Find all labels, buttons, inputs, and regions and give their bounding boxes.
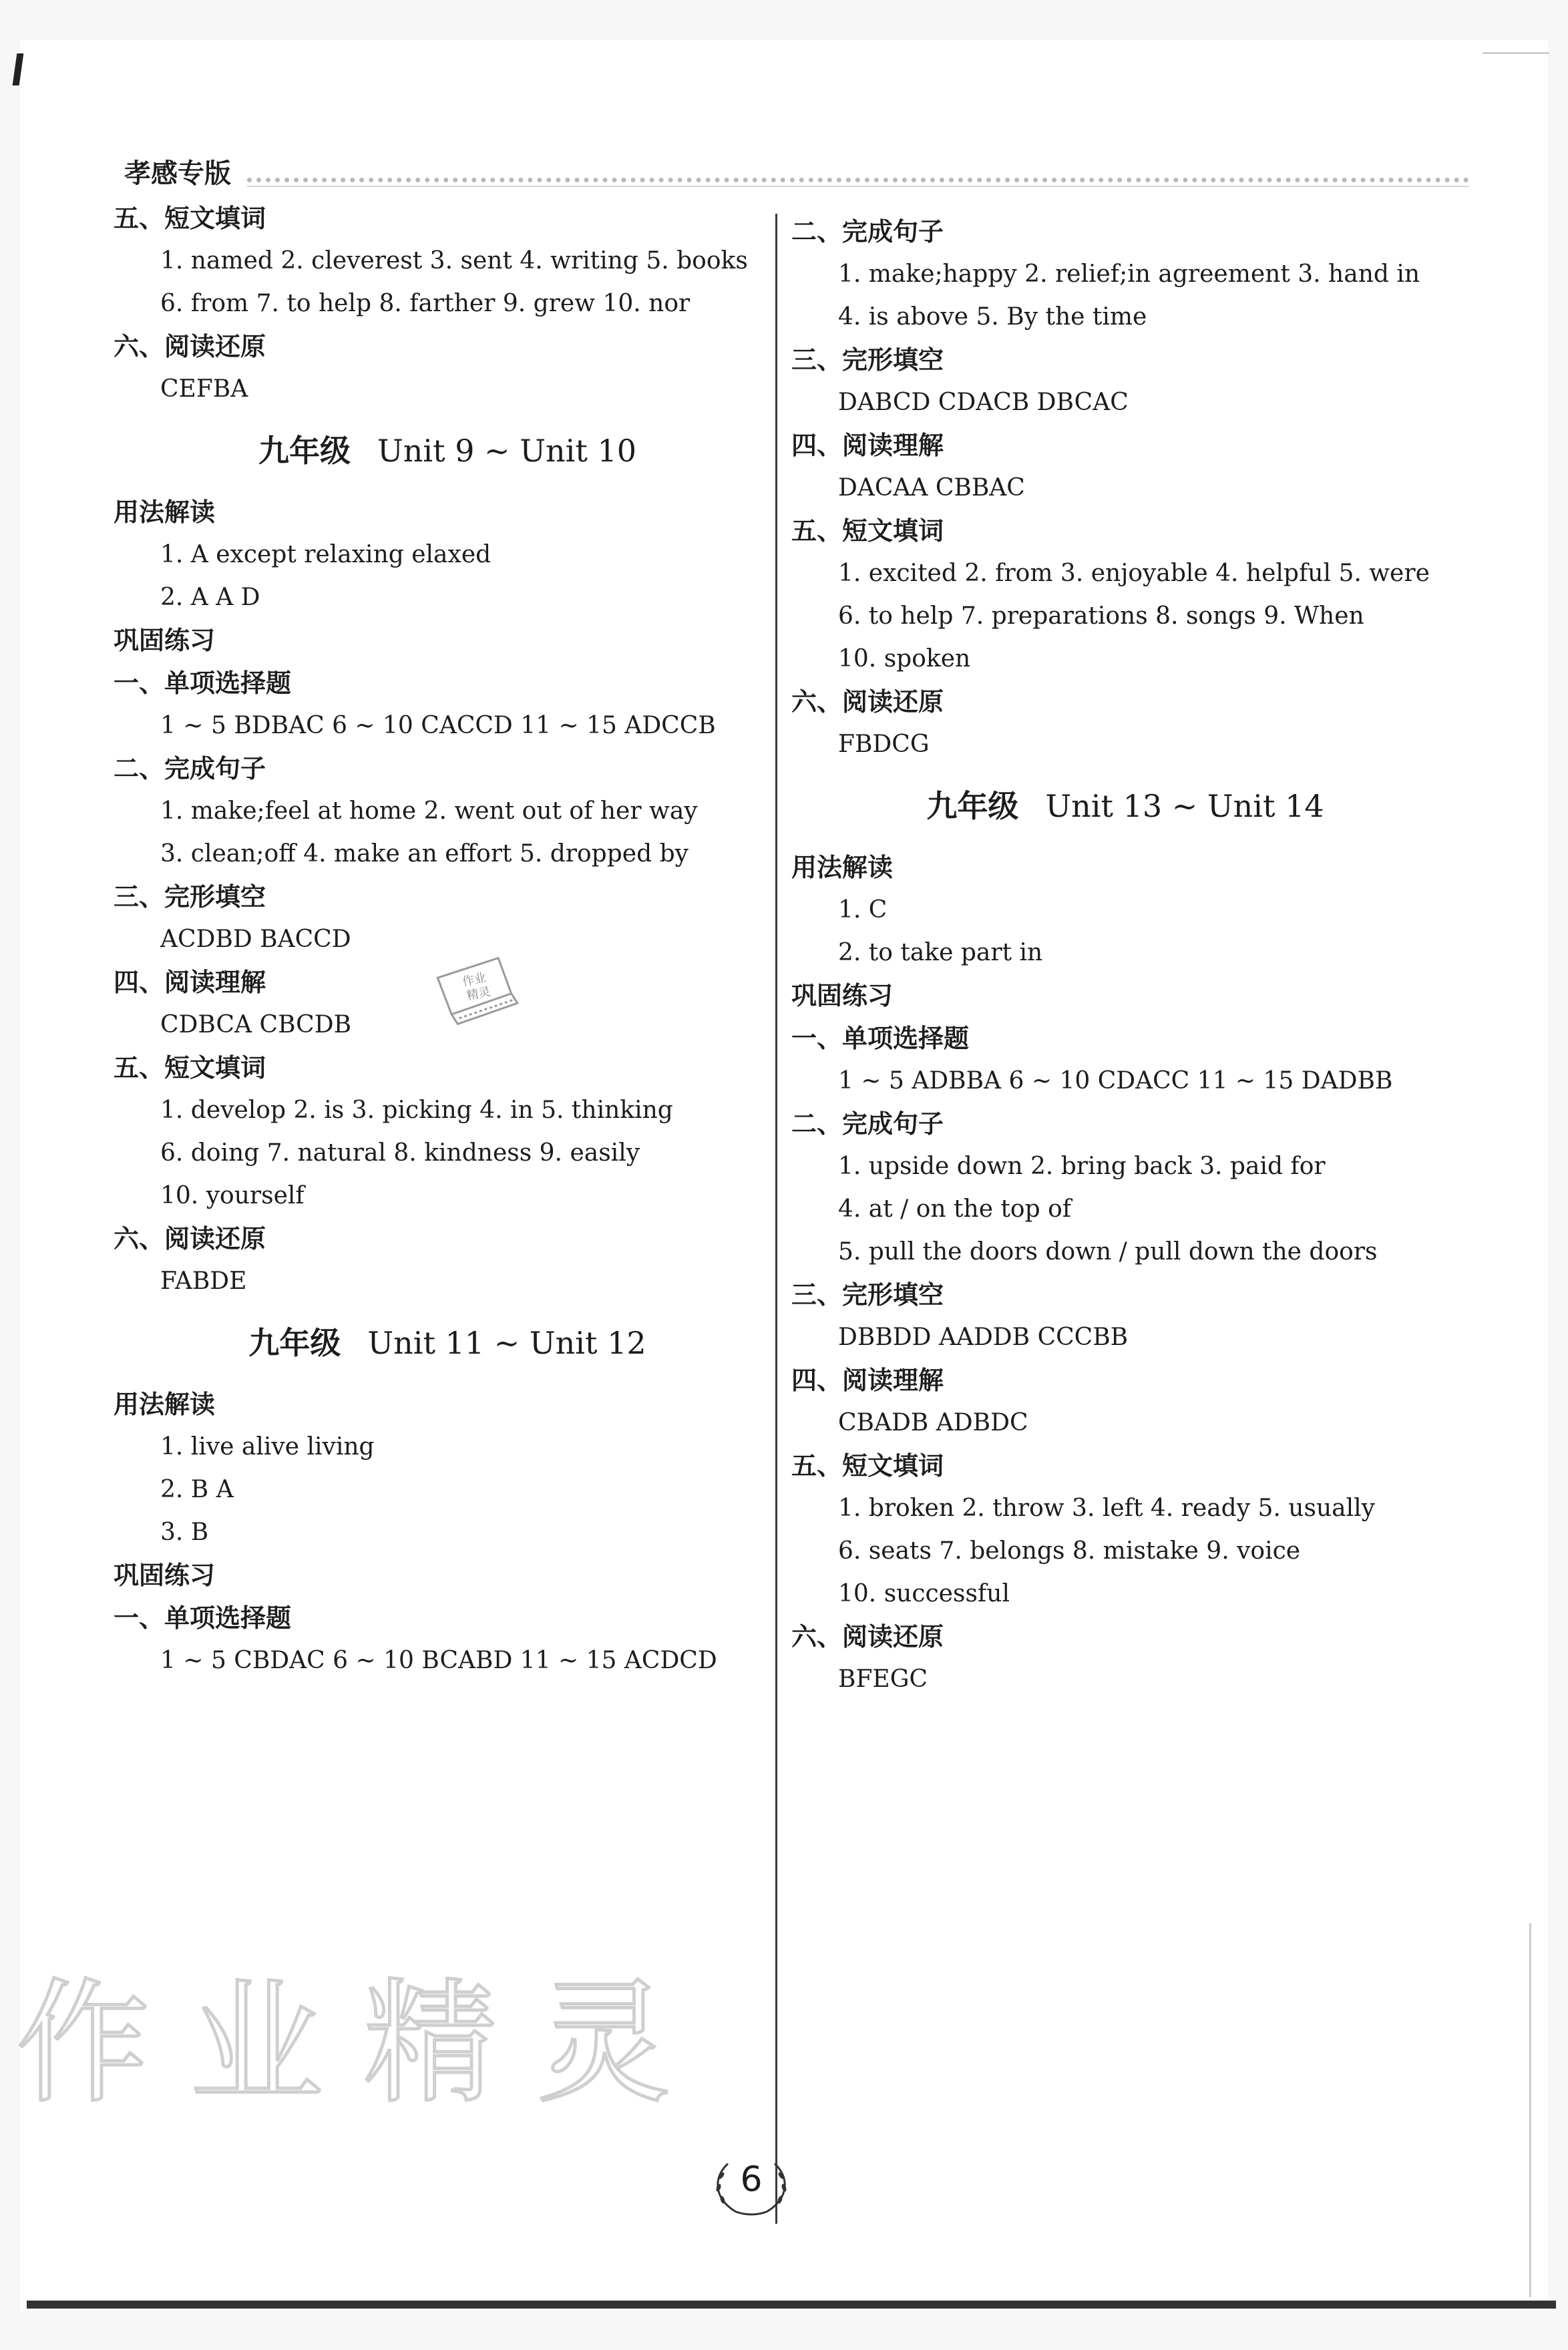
answer-line: 1. develop 2. is 3. picking 4. in 5. thinking — [160, 1097, 673, 1124]
unit-range: Unit 13 ~ Unit 14 — [1045, 788, 1324, 824]
answer-line: 1. upside down 2. bring back 3. paid for — [838, 1153, 1326, 1180]
right-top-block — [791, 210, 1459, 766]
answer-line: 1. named 2. cleverest 3. sent 4. writing 5. books — [160, 247, 748, 274]
answer-line: 1. excited 2. from 3. enjoyable 4. helpful 5. were — [838, 560, 1430, 587]
grade-label: 九年级 — [926, 788, 1019, 824]
section-heading: 三、完形填空 — [791, 1280, 944, 1310]
answer-line: FBDCG — [838, 731, 930, 758]
page-footer — [701, 2150, 801, 2224]
section-heading: 二、完成句子 — [114, 754, 266, 783]
grade-label: 九年级 — [248, 1325, 341, 1361]
answer-line: 4. at / on the top of — [838, 1195, 1072, 1223]
answer-line: 1. A except relaxing elaxed — [160, 541, 492, 568]
answer-line: 3. B — [160, 1519, 209, 1546]
usage-heading: 用法解读 — [791, 853, 894, 882]
answer-line: DBBDD AADDB CCCBB — [838, 1324, 1129, 1351]
answer-line: 10. successful — [838, 1580, 1010, 1607]
unit-range: Unit 11 ~ Unit 12 — [367, 1325, 646, 1361]
section-heading: 四、阅读理解 — [114, 968, 266, 997]
section-heading: 三、完形填空 — [114, 882, 266, 912]
unit-13-14-block — [791, 846, 1459, 1701]
answer-line: 1. live alive living — [160, 1433, 375, 1460]
usage-heading: 用法解读 — [114, 1390, 216, 1419]
practice-heading: 巩固练习 — [791, 981, 894, 1010]
scan-bottom-edge — [27, 2301, 1556, 2309]
section-heading: 三、完形填空 — [791, 345, 944, 375]
scan-edge-line — [1483, 52, 1549, 54]
section-heading: 二、完成句子 — [791, 1109, 944, 1139]
section-heading: 六、阅读还原 — [791, 687, 944, 717]
answer-line: 1. broken 2. throw 3. left 4. ready 5. usually — [838, 1495, 1375, 1522]
watermark: 作业精灵 — [16, 1966, 711, 2122]
answer-line: 10. spoken — [838, 645, 971, 672]
section-heading: 六、阅读还原 — [114, 1224, 266, 1253]
unit-range: Unit 9 ~ Unit 10 — [377, 433, 636, 469]
answer-line: 1 ~ 5 ADBBA 6 ~ 10 CDACC 11 ~ 15 DADBB — [838, 1067, 1393, 1095]
unit-title — [791, 766, 1459, 846]
unit-11-12-block — [114, 1383, 781, 1682]
grade-label: 九年级 — [258, 433, 351, 469]
section-heading: 一、单项选择题 — [114, 1603, 292, 1633]
left-top-block — [114, 197, 781, 411]
left-column — [114, 197, 781, 1682]
right-column — [791, 210, 1459, 1701]
unit-title — [114, 411, 781, 491]
answer-line: CBADB ADBDC — [838, 1409, 1028, 1436]
stamp-text-line1: 作业 — [461, 970, 487, 990]
section-heading: 五、短文填词 — [791, 1451, 944, 1481]
section-heading: 四、阅读理解 — [791, 1366, 944, 1395]
answer-line: 1. make;happy 2. relief;in agreement 3. hand in — [838, 260, 1420, 288]
answer-line: CEFBA — [160, 375, 248, 403]
section-heading: 六、阅读还原 — [791, 1622, 944, 1651]
section-heading: 五、短文填词 — [114, 1053, 266, 1083]
app-logo-stamp — [425, 955, 532, 1028]
answer-line: 1 ~ 5 CBDAC 6 ~ 10 BCABD 11 ~ 15 ACDCD — [160, 1647, 717, 1674]
answer-line: 6. from 7. to help 8. farther 9. grew 10. nor — [160, 290, 691, 317]
section-heading: 五、短文填词 — [791, 516, 944, 546]
stamp-graphic — [425, 955, 532, 1028]
section-heading: 五、短文填词 — [114, 204, 266, 233]
edition-title: 孝感专版 — [124, 158, 231, 189]
answer-line: 2. A A D — [160, 584, 260, 611]
answer-line: 3. clean;off 4. make an effort 5. dropped by — [160, 840, 689, 867]
answer-line: FABDE — [160, 1267, 247, 1295]
section-heading: 四、阅读理解 — [791, 431, 944, 460]
header-underline — [247, 186, 1469, 187]
answer-line: BFEGC — [838, 1666, 928, 1693]
answer-line: ACDBD BACCD — [160, 926, 351, 953]
section-heading: 一、单项选择题 — [791, 1024, 970, 1053]
answer-line: 6. to help 7. preparations 8. songs 9. When — [838, 602, 1364, 630]
header-decorative-rule — [247, 178, 1469, 182]
section-heading: 一、单项选择题 — [114, 668, 292, 698]
stamp-text-line2: 精灵 — [465, 984, 492, 1004]
page-number: 6 — [740, 2160, 763, 2200]
answer-line: 6. seats 7. belongs 8. mistake 9. voice — [838, 1537, 1301, 1565]
answer-line: 1 ~ 5 BDBAC 6 ~ 10 CACCD 11 ~ 15 ADCCB — [160, 712, 716, 739]
practice-heading: 巩固练习 — [114, 626, 216, 655]
answer-line: 1. C — [838, 896, 888, 924]
answer-line: CDBCA CBCDB — [160, 1011, 352, 1038]
answer-line: 4. is above 5. By the time — [838, 303, 1147, 331]
answer-line: 1. make;feel at home 2. went out of her way — [160, 797, 698, 825]
unit-9-10-block — [114, 491, 781, 1303]
answer-line: DABCD CDACB DBCAC — [838, 389, 1129, 416]
section-heading: 六、阅读还原 — [114, 332, 266, 361]
answer-line: 2. B A — [160, 1476, 234, 1503]
answer-line: 10. yourself — [160, 1182, 305, 1209]
answer-line: 5. pull the doors down / pull down the doors — [838, 1238, 1378, 1265]
scan-edge-line-right — [1529, 1923, 1531, 2297]
unit-title — [114, 1303, 781, 1383]
answer-line: 2. to take part in — [838, 939, 1043, 966]
answer-line: DACAA CBBAC — [838, 474, 1025, 502]
section-heading: 二、完成句子 — [791, 217, 944, 246]
answer-line: 6. doing 7. natural 8. kindness 9. easily — [160, 1139, 640, 1167]
practice-heading: 巩固练习 — [114, 1561, 216, 1590]
usage-heading: 用法解读 — [114, 498, 216, 527]
